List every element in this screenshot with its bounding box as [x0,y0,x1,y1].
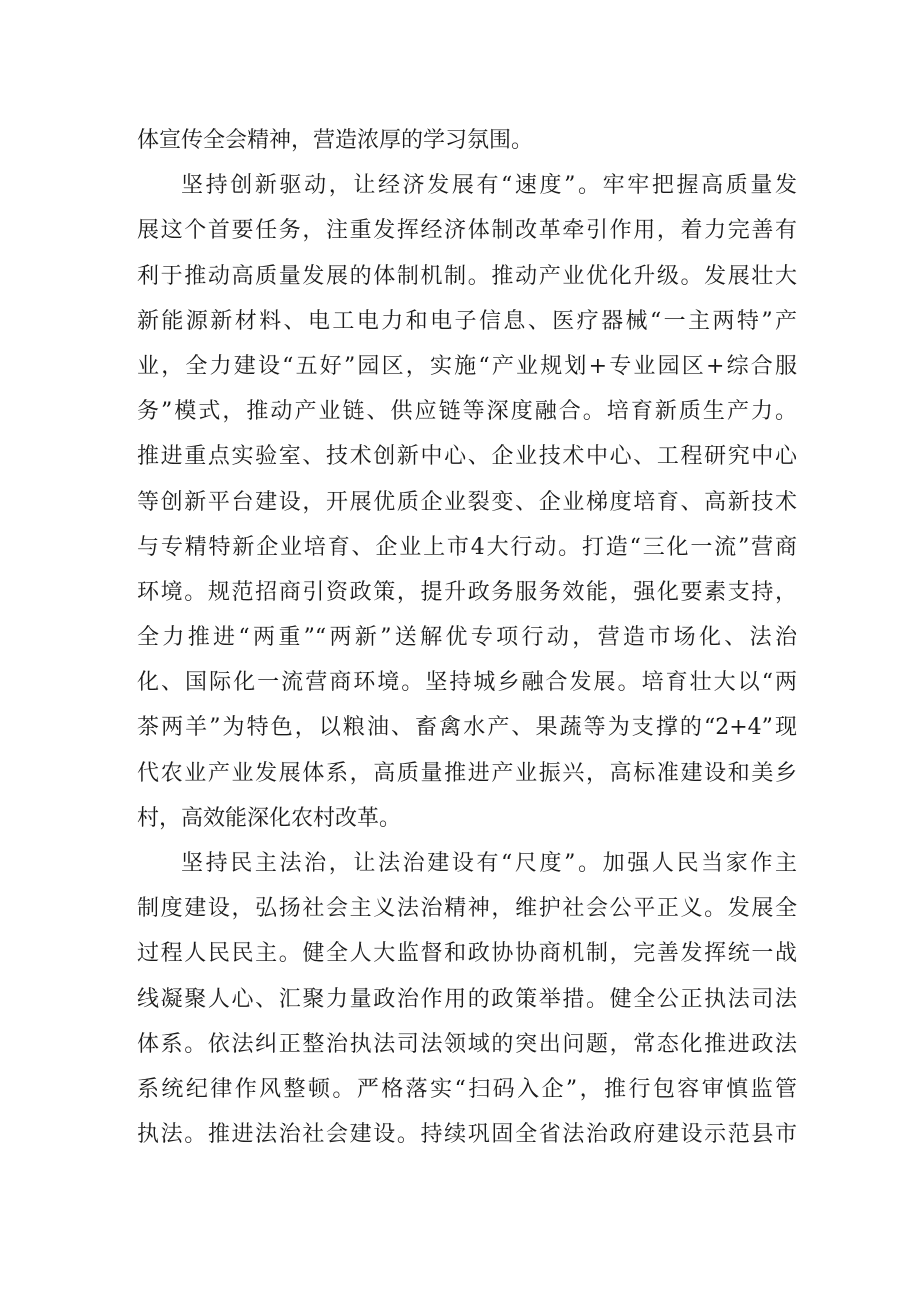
text-line: 推进重点实验室、技术创新中心、企业技术中心、工程研究中心 [137,444,797,470]
text-line: 系统纪律作风整顿。严格落实“扫码入企”，推行包容审慎监管 [137,1076,797,1102]
text-line: 化、国际化一流营商环境。坚持城乡融合发展。培育壮大以“两 [137,670,797,696]
text-line: 业，全力建设“五好”园区，实施“产业规划+专业园区+综合服 [137,353,797,379]
text-line: 全力推进“两重”“两新”送解优专项行动，营造市场化、法治 [137,625,797,651]
document-body [137,118,797,1157]
text-line: 务”模式，推动产业链、供应链等深度融合。培育新质生产力。 [137,399,797,425]
text-line: 村，高效能深化农村改革。 [137,805,402,831]
paragraph-continuation [137,118,797,163]
text-line: 线凝聚人心、汇聚力量政治作用的政策举措。健全公正执法司法 [137,986,797,1012]
text-line: 坚持创新驱动，让经济发展有“速度”。牢牢把握高质量发 [181,173,797,199]
text-line: 执法。推进法治社会建设。持续巩固全省法治政府建设示范县市 [137,1122,797,1148]
text-line: 过程人民民主。健全人大监督和政协协商机制，完善发挥统一战 [137,941,797,967]
text-line: 环境。规范招商引资政策，提升政务服务效能，强化要素支持， [137,579,797,605]
text-line: 与专精特新企业培育、企业上市4大行动。打造“三化一流”营商 [137,534,797,560]
text-line: 茶两羊”为特色，以粮油、畜禽水产、果蔬等为支撑的“2+4”现 [137,715,797,741]
text-line: 坚持民主法治，让法治建设有“尺度”。加强人民当家作主 [181,851,797,876]
text-line: 制度建设，弘扬社会主义法治精神，维护社会公平正义。发展全 [137,896,797,922]
text-line: 利于推动高质量发展的体制机制。推动产业优化升级。发展壮大 [137,263,797,289]
text-line: 展这个首要任务，注重发挥经济体制改革牵引作用，着力完善有 [137,218,797,244]
paragraph-innovation-driven [137,163,797,841]
text-line: 等创新平台建设，开展优质企业裂变、企业梯度培育、高新技术 [137,489,797,515]
text-line: 新能源新材料、电工电力和电子信息、医疗器械“一主两特”产 [137,308,797,334]
text-line: 体系。依法纠正整治执法司法领域的突出问题，常态化推进政法 [137,1031,797,1057]
text-line: 体宣传全会精神，营造浓厚的学习氛围。 [137,128,534,153]
text-line: 代农业产业发展体系，高质量推进产业振兴，高标准建设和美乡 [137,760,797,786]
paragraph-rule-of-law [137,841,797,1157]
